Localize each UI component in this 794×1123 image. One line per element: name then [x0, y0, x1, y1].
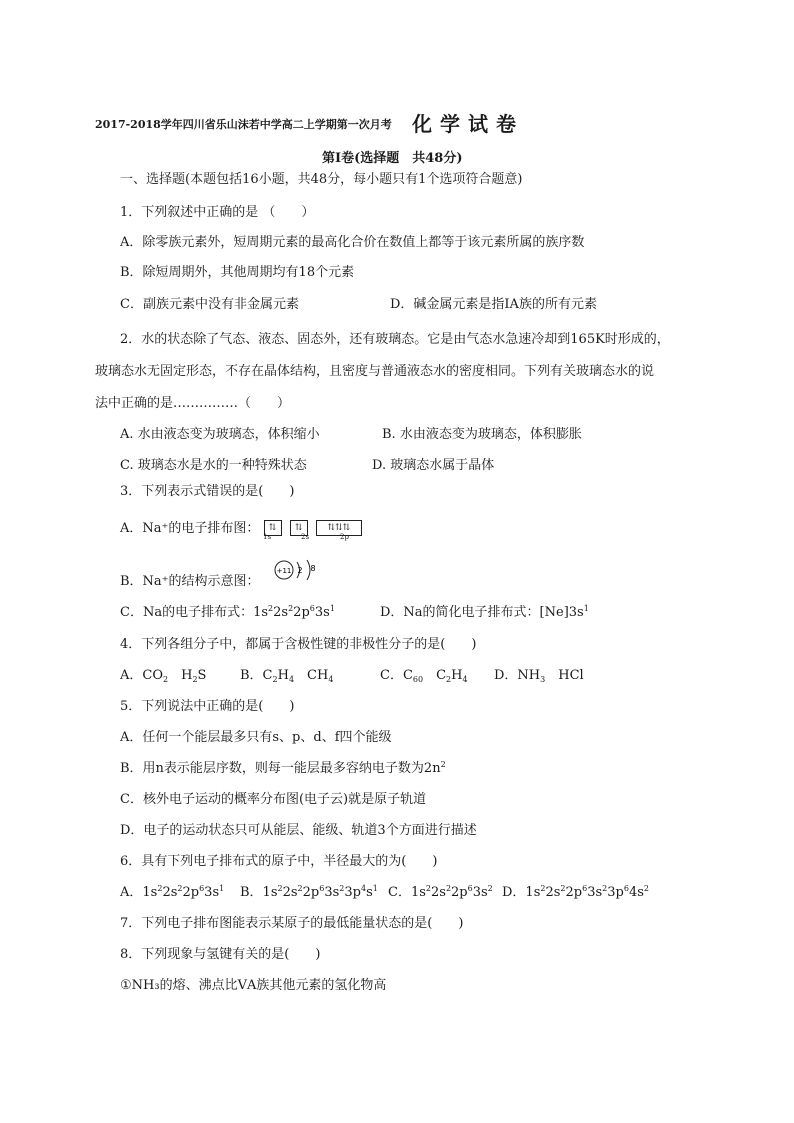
q6-option-c: C．$1s^22s^22p^63s^2$ — [388, 884, 493, 900]
atomic-structure-diagram — [272, 556, 328, 586]
q2-option-d: D. 玻璃态水属于晶体 — [372, 458, 495, 473]
q5-option-b: B．用n表示能层序数，则每一能层最多容纳电子数为$2n^2$ — [120, 760, 446, 776]
q4-stem: 4．下列各组分子中，都属于含极性键的非极性分子的是( ) — [120, 637, 477, 652]
q5-stem: 5．下列说法中正确的是( ) — [120, 699, 295, 714]
q1-option-b: B．除短周期外，其他周期均有18个元素 — [120, 265, 355, 280]
q7-stem: 7．下列电子排布图能表示某原子的最低能量状态的是( ) — [120, 916, 464, 931]
section-heading: 第Ⅰ卷(选择题 共48分) — [322, 151, 463, 166]
orbital-diagram — [264, 520, 366, 537]
orbital-label-2p: 2p — [340, 533, 349, 541]
orbital-label-2s: 2s — [301, 533, 310, 541]
shell-2-count: 8 — [310, 564, 316, 573]
orbital-label-1s: 1s — [263, 533, 272, 541]
q3-option-c: C．Na的电子排布式：$1s^22s^22p^63s^1$ — [120, 604, 335, 620]
q5-option-a: A．任何一个能层最多只有s、p、d、f四个能级 — [120, 730, 392, 745]
q5-option-c: C．核外电子运动的概率分布图(电子云)就是原子轨道 — [120, 792, 427, 807]
q2-stem-line1: 2．水的状态除了气态、液态、固态外，还有玻璃态。它是由气态水急速冷却到165K时形成的， — [120, 332, 670, 347]
q3-option-a — [120, 520, 366, 537]
q6-option-a: A．$1s^22s^22p^63s^1$ — [120, 884, 225, 900]
section-instruction: 一、选择题(本题包括16小题，共48分，每小题只有1个选项符合题意) — [120, 172, 523, 187]
q5-option-b-text: B．用n表示能层序数，则每一能层最多容纳电子数为2n — [120, 761, 441, 776]
q5-option-d: D．电子的运动状态只可从能层、能级、轨道3个方面进行描述 — [120, 823, 477, 838]
q4-option-c: C．$C_{60}$ $C_2H_4$ — [380, 668, 468, 684]
q4-option-a: A．$CO_2$ $H_2S$ — [120, 668, 207, 684]
q2-stem-line2: 玻璃态水无固定形态，不存在晶体结构，且密度与普通液态水的密度相同。下列有关玻璃态水的说 — [95, 364, 655, 379]
q4-option-d: D．$NH_3$ HCl — [494, 668, 584, 684]
q3-option-a-text: A．Na⁺的电子排布图： — [120, 520, 260, 536]
exam-title: 化学试卷 — [412, 112, 524, 136]
q3-option-c-text: C．Na的电子排布式： — [120, 605, 254, 620]
q3-option-d: D．Na的简化电子排布式：$[Ne]3s^1$ — [380, 604, 589, 620]
q1-option-c: C．副族元素中没有非金属元素 — [120, 297, 299, 312]
q3-stem: 3．下列表示式错误的是( ) — [120, 484, 295, 499]
q3-option-d-text: D．Na的简化电子排布式：[Ne]3s — [380, 605, 584, 620]
q3-option-b: B．Na⁺的结构示意图： — [120, 574, 260, 589]
nucleus-charge: +11 — [276, 567, 292, 575]
orbital-box-2s: ⇅ — [290, 520, 308, 536]
exam-subtitle: 2017-2018学年四川省乐山沫若中学高二上学期第一次月考 — [95, 118, 392, 131]
q4-option-b: B．$C_2H_4$ $CH_4$ — [240, 668, 334, 684]
q8-item-1: ①NH₃的熔、沸点比ⅤA族其他元素的氢化物高 — [120, 978, 387, 993]
q2-option-c: C. 玻璃态水是水的一种特殊状态 — [120, 458, 307, 473]
q6-option-b: B．$1s^22s^22p^63s^23p^4s^1$ — [240, 884, 378, 900]
q2-option-b: B. 水由液态变为玻璃态，体积膨胀 — [382, 427, 582, 442]
q6-option-d: D．$1s^22s^22p^63s^23p^64s^2$ — [502, 884, 649, 900]
q1-option-d: D．碱金属元素是指ⅠA族的所有元素 — [390, 297, 597, 312]
q2-stem-line3: 法中正确的是……………（ ） — [95, 396, 291, 411]
shell-1-count: 2 — [297, 566, 303, 575]
q2-option-a: A. 水由液态变为玻璃态，体积缩小 — [120, 427, 320, 442]
q1-option-a: A．除零族元素外，短周期元素的最高化合价在数值上都等于该元素所属的族序数 — [120, 235, 585, 250]
q8-stem: 8．下列现象与氢键有关的是( ) — [120, 947, 321, 962]
q1-stem: 1．下列叙述中正确的是 （ ） — [120, 205, 315, 220]
orbital-box-2p: ⇅⇅⇅ — [316, 520, 362, 536]
q6-stem: 6．具有下列电子排布式的原子中，半径最大的为( ) — [120, 854, 438, 869]
orbital-box-1s: ⇅ — [264, 520, 282, 536]
